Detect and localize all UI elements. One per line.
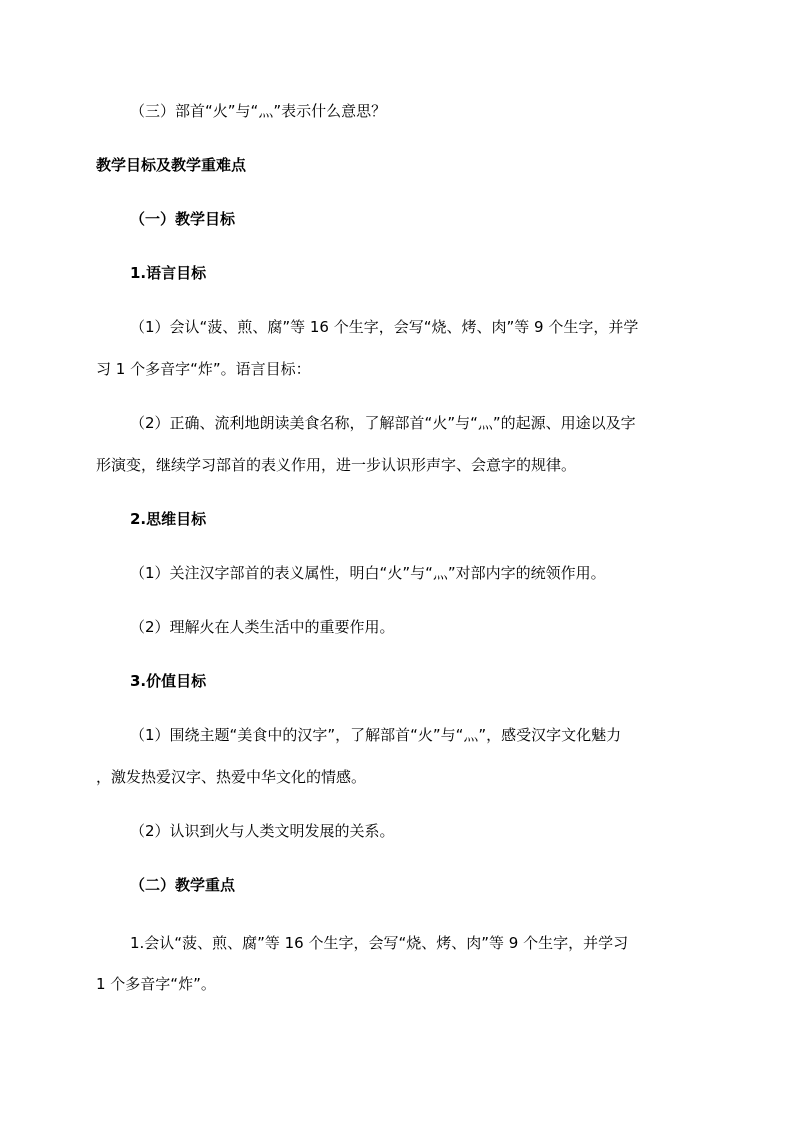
value-goal-1-line-2: ，激发热爱汉字、热爱中华文化的情感。 — [96, 768, 367, 786]
language-goal-1-line-2: 习 1 个多音字“炸”。语言目标： — [96, 360, 311, 378]
section-2-title: （二）教学重点 — [130, 876, 236, 894]
language-goal-2-line-2: 形演变，继续学习部首的表义作用，进一步认识形声字、会意字的规律。 — [96, 456, 577, 474]
question-3: （三）部首“火”与“灬”表示什么意思？ — [130, 102, 387, 120]
value-goal-2: （2）认识到火与人类文明发展的关系。 — [130, 822, 395, 840]
value-goal-1-line-1: （1）围绕主题“美食中的汉字”，了解部首“火”与“灬”，感受汉字文化魅力 — [130, 726, 622, 744]
value-goal-title: 3.价值目标 — [130, 672, 207, 690]
thinking-goal-2: （2）理解火在人类生活中的重要作用。 — [130, 618, 395, 636]
thinking-goal-1: （1）关注汉字部首的表义属性，明白“火”与“灬”对部内字的统领作用。 — [130, 564, 606, 582]
language-goal-2-line-1: （2）正确、流利地朗读美食名称，了解部首“火”与“灬”的起源、用途以及字 — [130, 414, 636, 432]
key-point-1-line-2: 1 个多音字“炸”。 — [96, 975, 216, 993]
thinking-goal-title: 2.思维目标 — [130, 510, 207, 528]
key-point-1-line-1: 1.会认“菠、煎、腐”等 16 个生字，会写“烧、烤、肉”等 9 个生字，并学习 — [130, 934, 629, 952]
section-1-title: （一）教学目标 — [130, 210, 236, 228]
language-goal-1-line-1: （1）会认“菠、煎、腐”等 16 个生字，会写“烧、烤、肉”等 9 个生字，并学 — [130, 318, 639, 336]
language-goal-title: 1.语言目标 — [130, 264, 207, 282]
heading-goals: 教学目标及教学重难点 — [96, 156, 247, 174]
